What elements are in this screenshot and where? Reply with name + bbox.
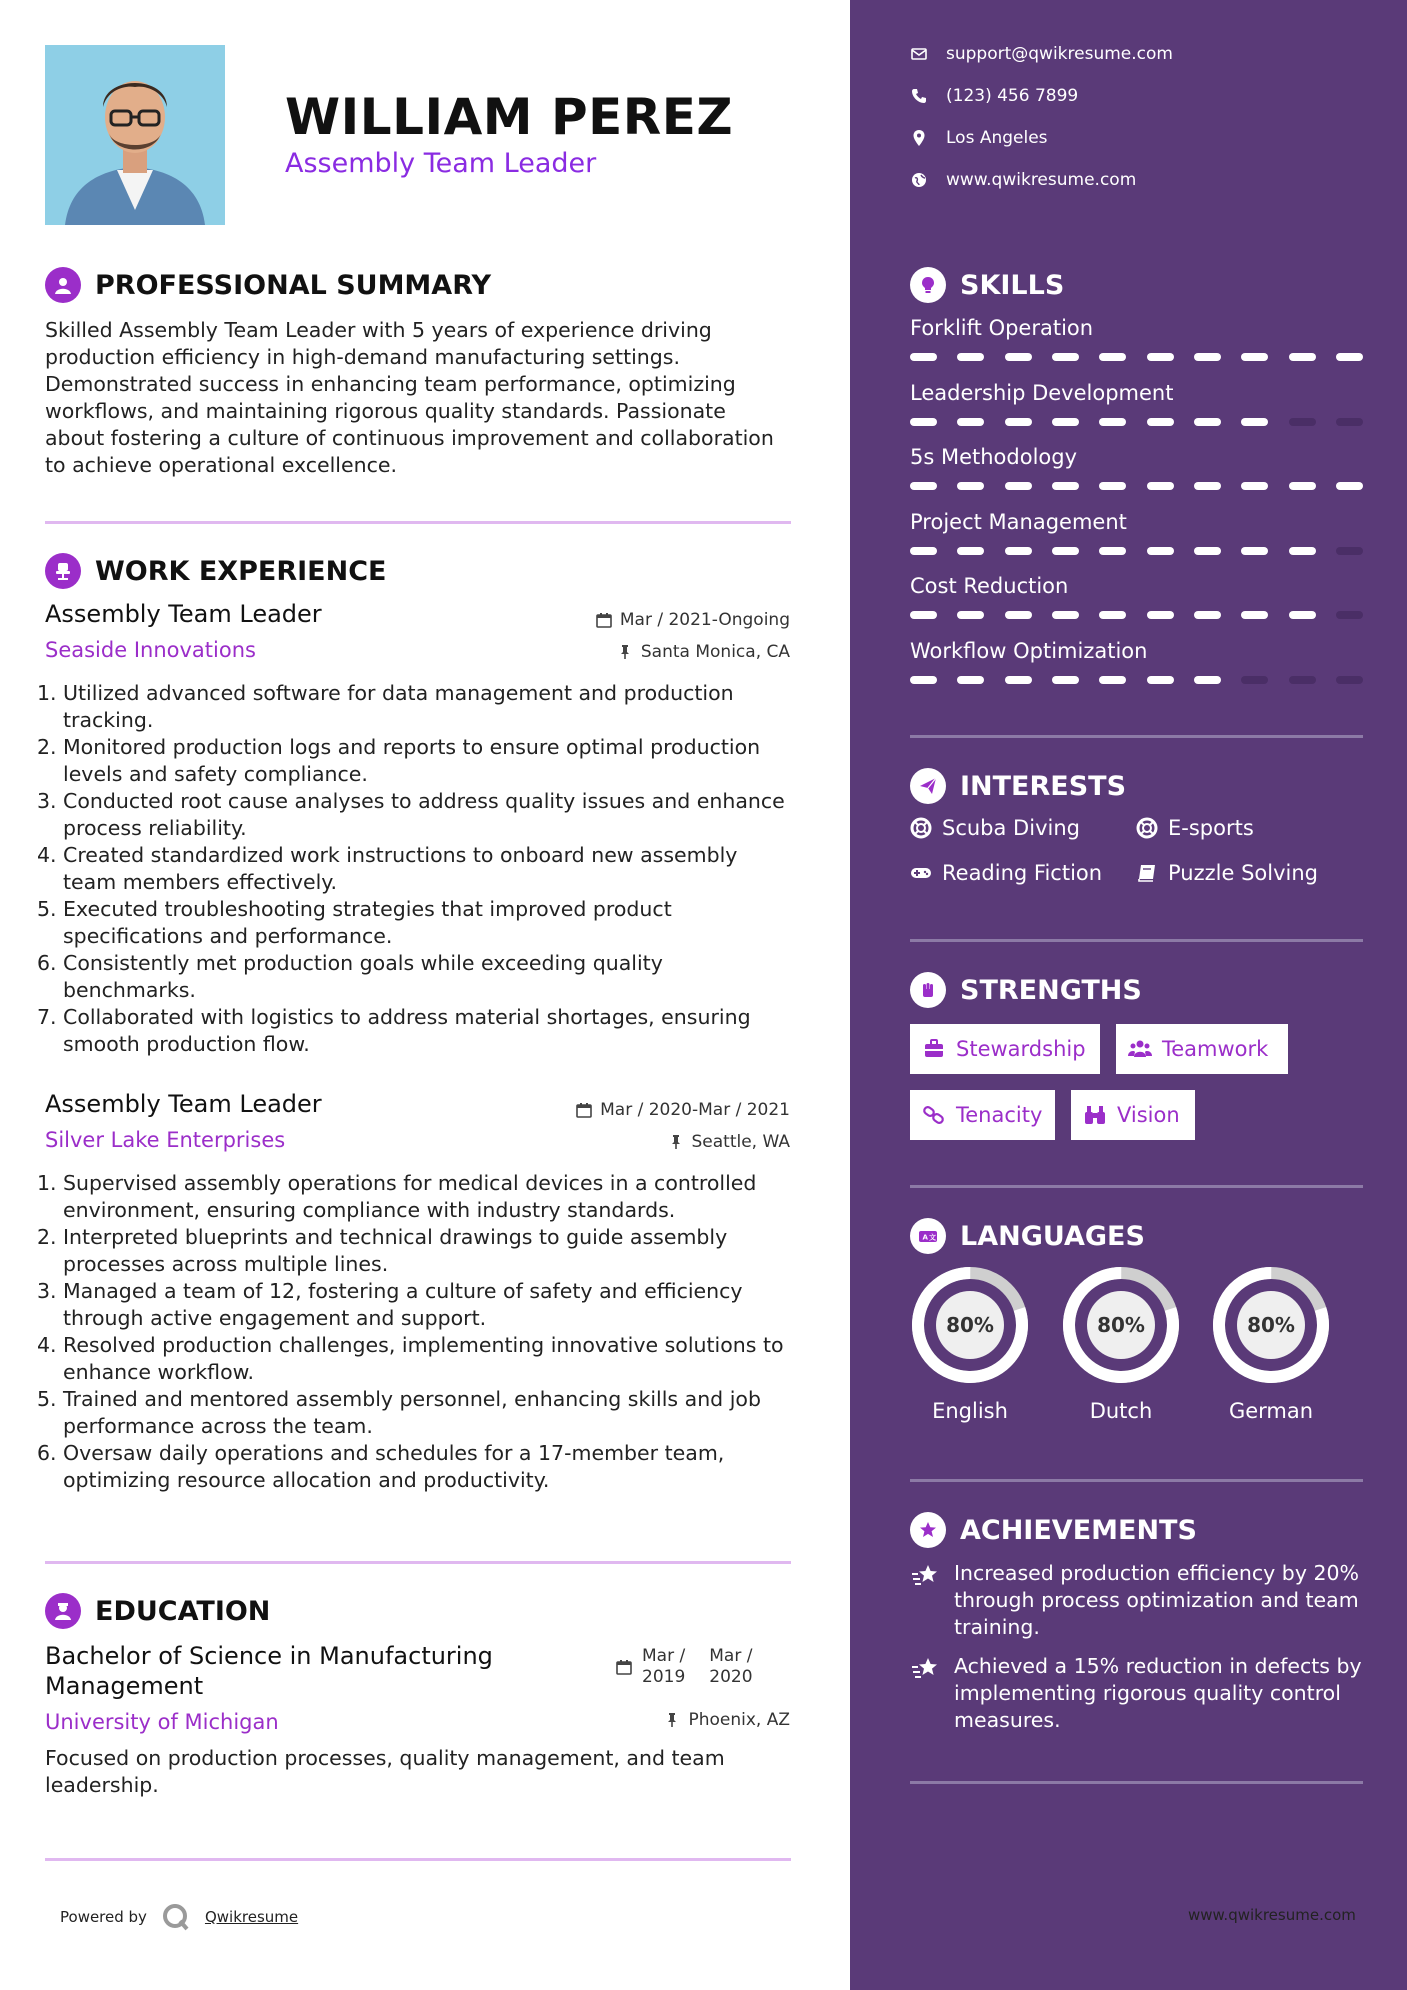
skill-name: Forklift Operation	[910, 316, 1094, 340]
star-badge-icon	[910, 1512, 946, 1548]
strength-chip: Tenacity	[910, 1090, 1055, 1140]
skill-segment	[910, 547, 937, 555]
sidebar	[850, 0, 1407, 1990]
education-location	[0, 1710, 790, 1730]
skill-level-bar	[910, 353, 1363, 361]
skill-segment	[1099, 611, 1126, 619]
job-date	[0, 1100, 790, 1120]
divider	[45, 1858, 791, 1861]
pin-icon	[668, 1134, 684, 1150]
divider	[910, 939, 1363, 942]
skill-level-bar	[910, 482, 1363, 490]
chair-icon	[45, 553, 81, 589]
skill-name: Workflow Optimization	[910, 638, 1148, 663]
briefcase-icon	[922, 1037, 946, 1061]
shooting-star-icon	[910, 1653, 942, 1685]
language-name: Dutch	[1089, 1399, 1153, 1423]
summary-text: Skilled Assembly Team Leader with 5 years of experience driving production efficiency in high-demand manufacturing settings. Demonstrated success in enhancing team performance, optimizing workflows, and maintaining rigorous quality standards. Passionate about fostering a culture of continuous improvement and collaboration to achieve operational excellence.	[45, 318, 774, 477]
skill-segment	[1336, 418, 1363, 426]
map-pin-icon	[910, 129, 928, 147]
language-ring	[1211, 1265, 1331, 1385]
language-ring	[910, 1265, 1030, 1385]
job-location-text: Seattle, WA	[691, 1132, 790, 1152]
skill-segment	[910, 353, 937, 361]
skill-segment	[1052, 418, 1079, 426]
phone-icon	[910, 87, 928, 105]
list-item: 7. Collaborated with logistics to address material shortages, ensuring smooth production flow.	[37, 1005, 751, 1056]
svg-text:A: A	[922, 1233, 928, 1242]
skill-segment	[1147, 418, 1174, 426]
profile-photo-image	[45, 45, 225, 225]
binoculars-icon	[1083, 1103, 1107, 1127]
lifebuoy-icon	[1136, 817, 1158, 839]
skill-segment	[1005, 547, 1032, 555]
skill-segment	[910, 418, 937, 426]
job-date-text: Mar / 2021-Ongoing	[619, 610, 790, 630]
skill-level-bar	[910, 611, 1363, 619]
skill-segment	[1194, 482, 1221, 490]
list-item: 3. Managed a team of 12, fostering a culture of safety and efficiency through active engagement and support.	[37, 1279, 743, 1330]
list-item: 4. Resolved production challenges, implementing innovative solutions to enhance workflow.	[37, 1333, 784, 1384]
footer-powered	[60, 1902, 298, 1932]
skill-name: 5s Methodology	[910, 445, 1078, 469]
paper-plane-icon	[910, 768, 946, 804]
skill-segment	[1099, 676, 1126, 684]
skill-segment	[957, 547, 984, 555]
job-title: Assembly Team Leader	[45, 1090, 322, 1118]
users-icon	[1128, 1037, 1152, 1061]
skill-segment	[1336, 676, 1363, 684]
skill-segment	[1194, 353, 1221, 361]
skill-segment	[1052, 353, 1079, 361]
qwikresume-link[interactable]: Qwikresume	[204, 1908, 299, 1926]
user-icon	[45, 267, 81, 303]
skill-segment	[957, 418, 984, 426]
skill-segment	[957, 482, 984, 490]
skill-segment	[1194, 418, 1221, 426]
skill-segment	[1005, 611, 1032, 619]
list-item: 5. Executed troubleshooting strategies that improved product specifications and performance.	[37, 897, 672, 948]
skill-segment	[1289, 353, 1316, 361]
strength-chip: Vision	[1071, 1090, 1195, 1140]
education-location-text: Phoenix, AZ	[688, 1710, 790, 1730]
divider	[910, 1781, 1363, 1784]
skill-segment	[1005, 482, 1032, 490]
skill-segment	[1289, 611, 1316, 619]
skill-segment	[1099, 547, 1126, 555]
calendar-icon	[596, 612, 612, 628]
job-title: Assembly Team Leader	[45, 600, 322, 628]
language-name: German	[1228, 1399, 1314, 1423]
skill-segment	[1052, 676, 1079, 684]
company-name: Silver Lake Enterprises	[45, 1128, 286, 1152]
job-location	[0, 642, 790, 662]
contact-phone[interactable]: (123) 456 7899	[910, 86, 1078, 106]
job-location	[0, 1132, 790, 1152]
skill-segment	[957, 353, 984, 361]
skill-segment	[1241, 676, 1268, 684]
job-duties	[37, 680, 795, 1058]
lightbulb-icon	[910, 267, 946, 303]
summary-title: PROFESSIONAL SUMMARY	[95, 269, 492, 301]
list-item: 5. Trained and mentored assembly personnel, enhancing skills and job performance across the team.	[37, 1387, 761, 1438]
skill-segment	[1241, 418, 1268, 426]
skill-segment	[1289, 418, 1316, 426]
gamepad-icon	[910, 862, 932, 884]
skill-segment	[1005, 418, 1032, 426]
profile-photo	[45, 45, 225, 225]
interest-item: Reading Fiction	[910, 861, 1102, 885]
skill-segment	[1005, 353, 1032, 361]
link-icon	[922, 1103, 946, 1127]
interest-item: E-sports	[1136, 816, 1254, 840]
list-item: 2. Interpreted blueprints and technical drawings to guide assembly processes across multiple lines.	[37, 1225, 728, 1276]
strengths-heading: STRENGTHS	[910, 972, 1142, 1008]
skill-segment	[1241, 547, 1268, 555]
contact-location: Los Angeles	[910, 128, 1048, 148]
skill-segment	[1147, 611, 1174, 619]
skill-segment	[1052, 547, 1079, 555]
language-name: English	[932, 1399, 1008, 1423]
shooting-star-icon	[910, 1560, 942, 1592]
divider	[45, 521, 791, 524]
list-item: 2. Monitored production logs and reports to ensure optimal production levels and safety compliance.	[37, 735, 761, 786]
job-location-text: Santa Monica, CA	[640, 642, 790, 662]
skill-level-bar	[910, 418, 1363, 426]
language-item	[1211, 1265, 1331, 1423]
candidate-role: Assembly Team Leader	[285, 148, 597, 179]
skill-segment	[1194, 547, 1221, 555]
svg-text:文: 文	[929, 1233, 936, 1242]
strength-chip: Stewardship	[910, 1024, 1100, 1074]
skill-segment	[1241, 353, 1268, 361]
divider	[45, 1561, 791, 1564]
skill-segment	[1005, 676, 1032, 684]
list-item: 4. Created standardized work instructions to onboard new assembly team members effectively.	[37, 843, 738, 894]
education-start: Mar / 2019	[642, 1646, 686, 1687]
skill-segment	[910, 676, 937, 684]
skill-segment	[910, 611, 937, 619]
job-date-text: Mar / 2020-Mar / 2021	[600, 1100, 790, 1120]
skill-segment	[1052, 611, 1079, 619]
list-item: 3. Conducted root cause analyses to address quality issues and enhance process reliability.	[37, 789, 785, 840]
degree-line-2: Management	[45, 1672, 204, 1700]
interest-item: Puzzle Solving	[1136, 861, 1318, 885]
skill-segment	[1147, 353, 1174, 361]
powered-by-label: Powered by	[60, 1908, 147, 1926]
candidate-name: WILLIAM PEREZ	[285, 88, 734, 146]
footer-website[interactable]: www.qwikresume.com	[1188, 1906, 1356, 1924]
education-end: Mar / 2020	[709, 1646, 753, 1687]
skill-name: Cost Reduction	[910, 574, 1069, 598]
skill-segment	[1194, 676, 1221, 684]
skills-heading: SKILLS	[910, 267, 1064, 303]
qwikresume-logo-icon	[161, 1902, 191, 1932]
language-percent: 80%	[1097, 1313, 1145, 1337]
job-date	[0, 610, 790, 630]
pin-icon	[617, 644, 633, 660]
fist-icon	[910, 972, 946, 1008]
lifebuoy-icon	[910, 817, 932, 839]
experience-title: WORK EXPERIENCE	[95, 555, 387, 587]
skill-segment	[1147, 482, 1174, 490]
achievements-heading: ACHIEVEMENTS	[910, 1512, 1197, 1548]
skill-segment	[1241, 482, 1268, 490]
globe-icon	[910, 171, 928, 189]
book-icon	[1136, 862, 1158, 884]
skill-segment	[1241, 611, 1268, 619]
interest-item: Scuba Diving	[910, 816, 1080, 840]
skill-segment	[1052, 482, 1079, 490]
skill-segment	[910, 482, 937, 490]
divider	[910, 1479, 1363, 1482]
pin-icon	[664, 1712, 680, 1728]
experience-heading	[45, 553, 386, 589]
skill-level-bar	[910, 547, 1363, 555]
language-ring	[1061, 1265, 1181, 1385]
skill-segment	[1336, 482, 1363, 490]
calendar-icon	[616, 1659, 632, 1675]
skill-segment	[1194, 611, 1221, 619]
skill-segment	[957, 611, 984, 619]
calendar-icon	[576, 1102, 592, 1118]
divider	[910, 1185, 1363, 1188]
list-item: 6. Oversaw daily operations and schedules for a 17-member team, optimizing resource allocation and productivity.	[37, 1441, 725, 1492]
job-duties	[37, 1170, 795, 1494]
languages-heading: A 文 LANGUAGES	[910, 1218, 1145, 1254]
list-item: 1. Supervised assembly operations for medical devices in a controlled environment, ensuring compliance with industry standards.	[37, 1171, 757, 1222]
list-item: 6. Consistently met production goals while exceeding quality benchmarks.	[37, 951, 663, 1002]
contact-website[interactable]: www.qwikresume.com	[910, 170, 1136, 190]
skill-segment	[957, 676, 984, 684]
skill-segment	[1289, 547, 1316, 555]
language-item	[910, 1265, 1030, 1423]
graduate-icon	[45, 1593, 81, 1629]
skill-name: Project Management	[910, 509, 1127, 534]
achievement-item: Increased production efficiency by 20% through process optimization and team training.	[910, 1560, 1363, 1641]
achievement-item: Achieved a 15% reduction in defects by implementing rigorous quality control measures.	[910, 1653, 1363, 1734]
skill-segment	[1099, 353, 1126, 361]
skill-segment	[1147, 676, 1174, 684]
language-percent: 80%	[1247, 1313, 1295, 1337]
education-date	[616, 1646, 753, 1688]
skill-segment	[1147, 547, 1174, 555]
summary-heading	[45, 267, 491, 303]
education-text: Focused on production processes, quality management, and team leadership.	[45, 1746, 725, 1797]
skill-segment	[1099, 418, 1126, 426]
list-item: 1. Utilized advanced software for data management and production tracking.	[37, 681, 734, 732]
skill-segment	[1336, 353, 1363, 361]
school-name: University of Michigan	[45, 1710, 279, 1734]
language-percent: 80%	[946, 1313, 994, 1337]
interests-heading: INTERESTS	[910, 768, 1126, 804]
skill-segment	[1289, 676, 1316, 684]
company-name: Seaside Innovations	[45, 638, 256, 662]
skill-segment	[1099, 482, 1126, 490]
contact-email[interactable]: support@qwikresume.com	[910, 44, 1173, 64]
language-item	[1061, 1265, 1181, 1423]
skill-name: Leadership Development	[910, 380, 1174, 405]
education-title: EDUCATION	[95, 1595, 271, 1627]
degree-line-1: Bachelor of Science in Manufacturing	[45, 1642, 493, 1670]
education-heading	[45, 1593, 270, 1629]
skill-segment	[1289, 482, 1316, 490]
divider	[910, 735, 1363, 738]
skill-segment	[1336, 611, 1363, 619]
envelope-icon	[910, 45, 928, 63]
translate-icon	[910, 1218, 946, 1254]
skill-level-bar	[910, 676, 1363, 684]
skill-segment	[1336, 547, 1363, 555]
strength-chip: Teamwork	[1116, 1024, 1288, 1074]
